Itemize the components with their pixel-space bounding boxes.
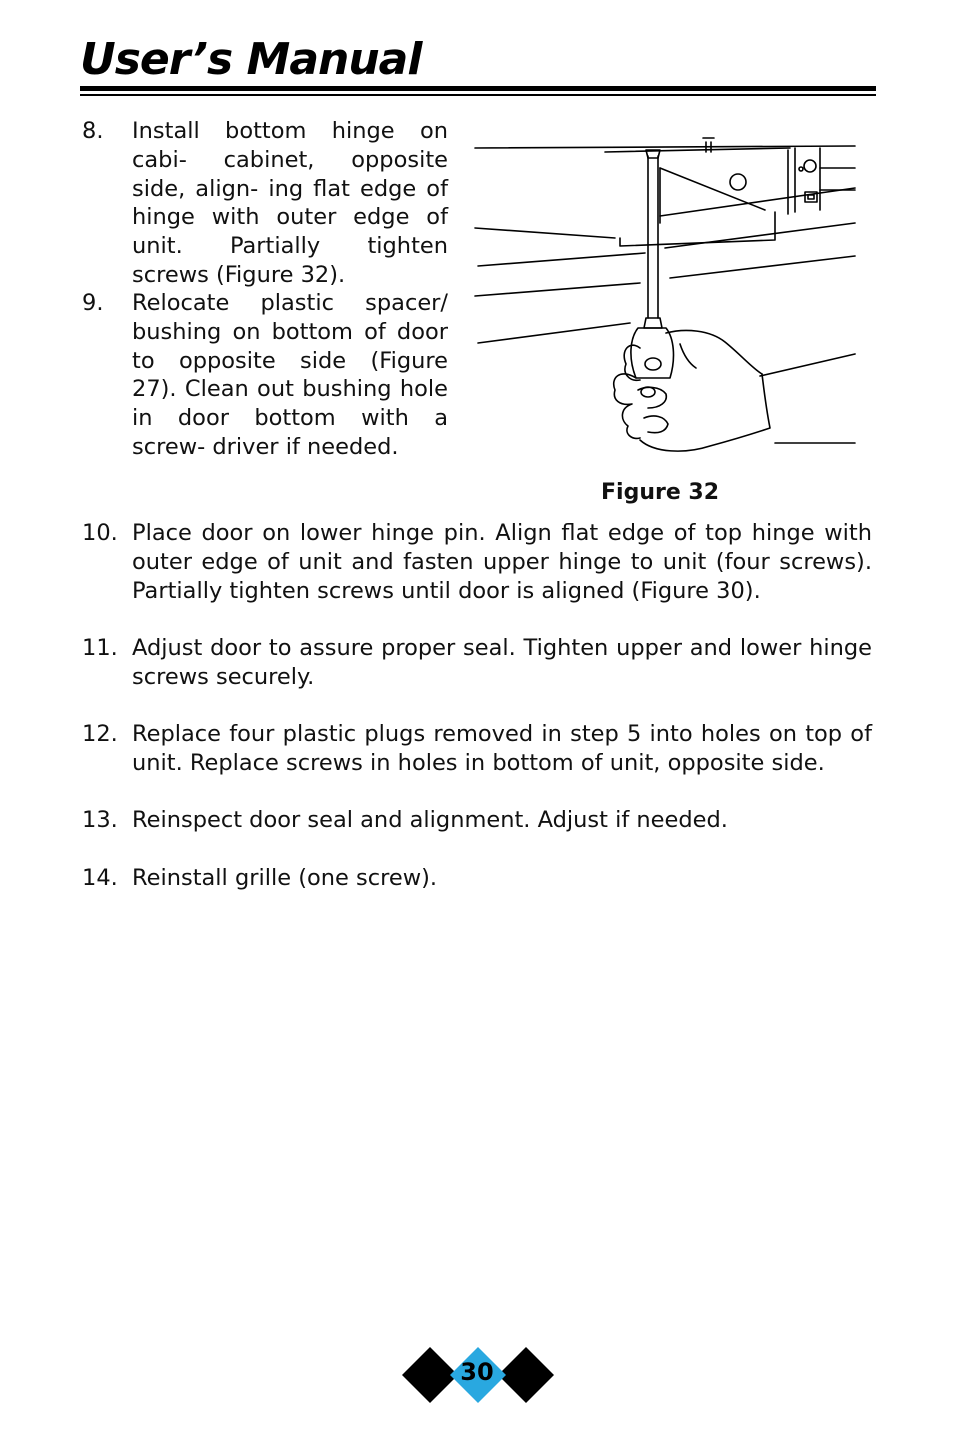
- step-text: Place door on lower hinge pin. Align flat edge of top hinge with outer edge of unit and fasten upper hinge to unit (four screws). Partially tighten screws until door is aligned (Figure 30).: [132, 520, 872, 604]
- step-text: Reinstall grille (one screw).: [132, 865, 438, 891]
- step-number: 9.: [82, 290, 104, 316]
- step-text: Install bottom hinge on cabi- cabinet, opposite side, align- ing flat edge of hinge with outer edge of unit. Partially tighten screws (Figure 32).: [132, 118, 448, 288]
- list-item-step-8: [82, 117, 450, 288]
- list-item-step-12: [82, 720, 872, 780]
- step-number: 8.: [82, 118, 104, 144]
- step-number: 14.: [82, 865, 118, 891]
- step-text: Replace four plastic plugs removed in step 5 into holes on top of unit. Replace screws in holes in bottom of unit, opposite side.: [132, 721, 872, 776]
- page-title: User’s Manual: [80, 34, 422, 85]
- figure-caption: Figure 32: [601, 480, 720, 505]
- right-diamond-icon: [498, 1347, 554, 1403]
- step-number: 13.: [82, 807, 118, 833]
- step-text: Adjust door to assure proper seal. Tighten upper and lower hinge screws securely.: [132, 635, 872, 690]
- step-number: 11.: [82, 635, 118, 661]
- list-item-step-14: [82, 864, 872, 894]
- list-item-step-11: [82, 634, 872, 694]
- list-item-step-10: [82, 519, 872, 609]
- header-rule-thin: [80, 94, 876, 96]
- header-rule-thick: [80, 86, 876, 91]
- step-number: 12.: [82, 721, 118, 747]
- hinge-installation-illustration: [470, 128, 860, 468]
- list-item-step-9: [82, 289, 450, 469]
- page-number: 30: [460, 1358, 494, 1386]
- step-number: 10.: [82, 520, 118, 546]
- step-text: Reinspect door seal and alignment. Adjust if needed.: [132, 807, 728, 833]
- list-item-step-13: [82, 806, 872, 836]
- step-text: Relocate plastic spacer/ bushing on bottom of door to opposite side (Figure 27). Clean out bushing hole in door bottom with a screw- driver if needed.: [132, 290, 448, 460]
